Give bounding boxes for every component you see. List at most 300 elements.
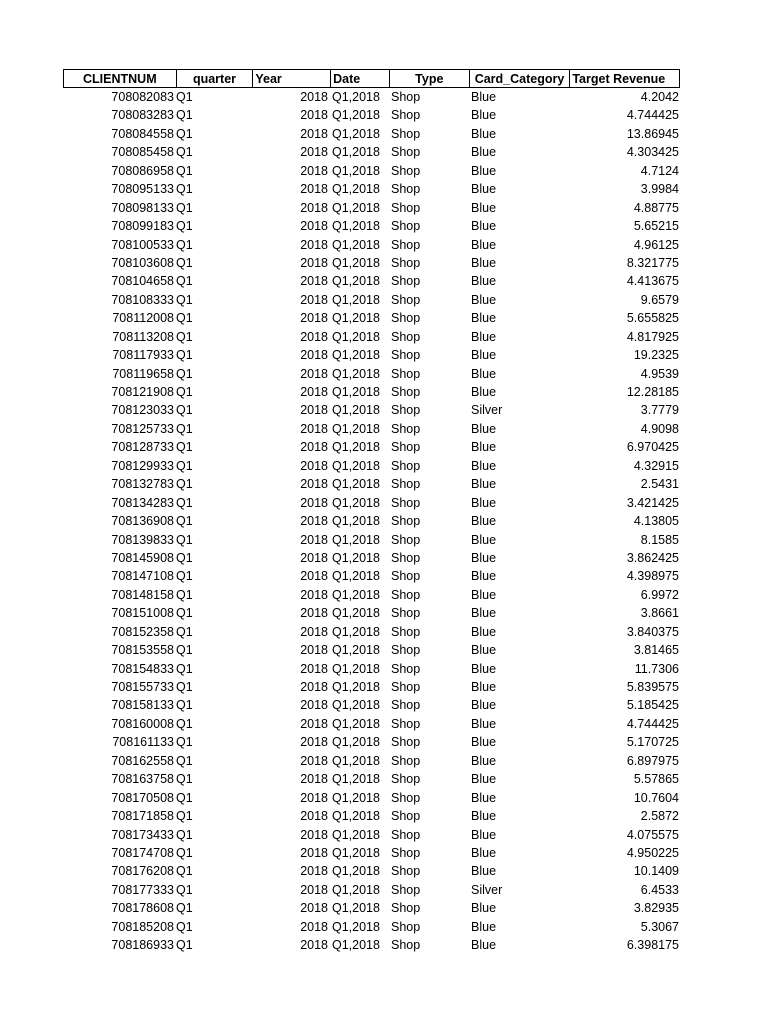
- table-row: [63, 438, 680, 456]
- cell-clientnum: 708084558: [111, 126, 174, 141]
- cell-quarter: Q1: [176, 348, 193, 363]
- cell-quarter: Q1: [176, 901, 193, 916]
- cell-card-category: Blue: [471, 587, 497, 602]
- cell-type: Shop: [391, 145, 421, 160]
- cell-clientnum: 708176208: [111, 864, 174, 879]
- cell-target-revenue: 4.96125: [633, 237, 679, 252]
- cell-year: 2018: [300, 311, 328, 326]
- cell-date: Q1,2018: [332, 845, 380, 860]
- cell-target-revenue: 4.9539: [640, 366, 679, 381]
- cell-card-category: Blue: [471, 219, 497, 234]
- cell-date: Q1,2018: [332, 255, 380, 270]
- table-row: [63, 604, 680, 622]
- cell-target-revenue: 3.82935: [633, 901, 679, 916]
- cell-target-revenue: 13.86945: [626, 126, 679, 141]
- cell-date: Q1,2018: [332, 458, 380, 473]
- cell-quarter: Q1: [176, 366, 193, 381]
- cell-date: Q1,2018: [332, 919, 380, 934]
- cell-year: 2018: [300, 440, 328, 455]
- cell-year: 2018: [300, 274, 328, 289]
- cell-quarter: Q1: [176, 163, 193, 178]
- cell-type: Shop: [391, 827, 421, 842]
- cell-clientnum: 708082083: [111, 90, 174, 104]
- cell-date: Q1,2018: [332, 550, 380, 565]
- cell-clientnum: 708113208: [112, 329, 174, 344]
- cell-quarter: Q1: [176, 219, 193, 234]
- cell-quarter: Q1: [176, 421, 193, 436]
- cell-date: Q1,2018: [332, 237, 380, 252]
- cell-clientnum: 708086958: [111, 163, 174, 178]
- cell-quarter: Q1: [176, 643, 193, 658]
- cell-year: 2018: [300, 587, 328, 602]
- table-row: [63, 217, 680, 235]
- table-row: [63, 862, 680, 880]
- table-row: [63, 180, 680, 198]
- cell-type: Shop: [391, 587, 421, 602]
- cell-target-revenue: 2.5872: [640, 809, 679, 824]
- cell-type: Shop: [391, 200, 421, 215]
- cell-card-category: Blue: [471, 550, 497, 565]
- cell-target-revenue: 4.744425: [626, 108, 679, 123]
- cell-card-category: Blue: [471, 698, 497, 713]
- cell-quarter: Q1: [176, 772, 193, 787]
- cell-target-revenue: 3.862425: [626, 550, 679, 565]
- table-row: [63, 678, 680, 696]
- cell-type: Shop: [391, 864, 421, 879]
- cell-target-revenue: 3.7779: [640, 403, 679, 418]
- cell-year: 2018: [300, 532, 328, 547]
- cell-year: 2018: [300, 569, 328, 584]
- cell-quarter: Q1: [176, 440, 193, 455]
- cell-clientnum: 708119658: [112, 366, 174, 381]
- cell-card-category: Blue: [471, 864, 497, 879]
- cell-quarter: Q1: [176, 698, 193, 713]
- cell-date: Q1,2018: [332, 680, 380, 694]
- cell-type: Shop: [391, 311, 421, 326]
- cell-clientnum: 708177333: [111, 882, 174, 897]
- cell-year: 2018: [300, 145, 328, 160]
- header-card-category: Card_Category: [469, 70, 570, 87]
- cell-clientnum: 708158133: [111, 698, 174, 713]
- cell-quarter: Q1: [176, 311, 193, 326]
- cell-type: Shop: [391, 274, 421, 289]
- cell-year: 2018: [300, 753, 328, 768]
- cell-clientnum: 708117933: [112, 348, 174, 363]
- cell-year: 2018: [300, 108, 328, 123]
- cell-clientnum: 708100533: [111, 237, 174, 252]
- cell-date: Q1,2018: [332, 311, 380, 326]
- cell-year: 2018: [300, 385, 328, 399]
- header-type: Type: [389, 70, 469, 87]
- cell-type: Shop: [391, 366, 421, 381]
- cell-year: 2018: [300, 790, 328, 805]
- cell-clientnum: 708178608: [111, 901, 174, 916]
- cell-card-category: Blue: [471, 182, 497, 197]
- table-row: [63, 826, 680, 844]
- cell-target-revenue: 6.897975: [626, 753, 679, 768]
- cell-year: 2018: [300, 292, 328, 307]
- table-row: [63, 291, 680, 309]
- cell-card-category: Blue: [471, 643, 497, 658]
- cell-quarter: Q1: [176, 274, 193, 289]
- cell-target-revenue: 2.5431: [640, 477, 679, 492]
- cell-date: Q1,2018: [332, 569, 380, 584]
- header-row: [63, 69, 680, 88]
- table-row: [63, 733, 680, 751]
- cell-quarter: Q1: [176, 550, 193, 565]
- cell-type: Shop: [391, 237, 421, 252]
- cell-clientnum: 708104658: [111, 274, 174, 289]
- cell-year: 2018: [300, 864, 328, 879]
- cell-type: Shop: [391, 440, 421, 455]
- cell-card-category: Blue: [471, 716, 497, 731]
- table-row: [63, 494, 680, 512]
- cell-quarter: Q1: [176, 495, 193, 510]
- cell-target-revenue: 6.9972: [640, 587, 679, 602]
- table-row: [63, 475, 680, 493]
- cell-type: Shop: [391, 716, 421, 731]
- cell-date: Q1,2018: [332, 864, 380, 879]
- cell-type: Shop: [391, 495, 421, 510]
- cell-year: 2018: [300, 901, 328, 916]
- cell-year: 2018: [300, 772, 328, 787]
- cell-year: 2018: [300, 366, 328, 381]
- cell-date: Q1,2018: [332, 348, 380, 363]
- cell-quarter: Q1: [176, 385, 193, 399]
- cell-quarter: Q1: [176, 403, 193, 418]
- header-clientnum: CLIENTNUM: [83, 72, 157, 86]
- cell-clientnum: 708153558: [111, 643, 174, 658]
- table-row: [63, 143, 680, 161]
- cell-date: Q1,2018: [332, 145, 380, 160]
- cell-target-revenue: 4.9098: [640, 421, 679, 436]
- cell-card-category: Blue: [471, 919, 497, 934]
- cell-target-revenue: 4.7124: [640, 163, 679, 178]
- cell-clientnum: 708170508: [111, 790, 174, 805]
- cell-card-category: Blue: [471, 477, 497, 492]
- cell-date: Q1,2018: [332, 587, 380, 602]
- cell-target-revenue: 3.421425: [626, 495, 679, 510]
- cell-date: Q1,2018: [332, 753, 380, 768]
- table-row: [63, 660, 680, 678]
- table-row: [63, 383, 680, 401]
- cell-quarter: Q1: [176, 864, 193, 879]
- cell-clientnum: 708145908: [111, 550, 174, 565]
- cell-clientnum: 708155733: [111, 680, 174, 694]
- cell-type: Shop: [391, 845, 421, 860]
- cell-quarter: Q1: [176, 827, 193, 842]
- table-row: [63, 88, 680, 106]
- table-row: [63, 106, 680, 124]
- cell-card-category: Blue: [471, 200, 497, 215]
- cell-target-revenue: 6.970425: [626, 440, 679, 455]
- cell-quarter: Q1: [176, 237, 193, 252]
- cell-type: Shop: [391, 329, 421, 344]
- cell-card-category: Blue: [471, 827, 497, 842]
- cell-card-category: Blue: [471, 772, 497, 787]
- cell-card-category: Blue: [471, 938, 497, 953]
- cell-target-revenue: 10.1409: [633, 864, 679, 879]
- cell-card-category: Blue: [471, 126, 497, 141]
- spreadsheet-table: [63, 69, 680, 955]
- cell-year: 2018: [300, 403, 328, 418]
- cell-quarter: Q1: [176, 606, 193, 621]
- cell-card-category: Blue: [471, 329, 497, 344]
- cell-type: Shop: [391, 477, 421, 492]
- cell-quarter: Q1: [176, 255, 193, 270]
- table-row: [63, 346, 680, 364]
- table-row: [63, 272, 680, 290]
- cell-target-revenue: 4.32915: [633, 458, 679, 473]
- cell-year: 2018: [300, 182, 328, 197]
- cell-year: 2018: [300, 882, 328, 897]
- cell-quarter: Q1: [176, 108, 193, 123]
- cell-card-category: Blue: [471, 661, 497, 676]
- cell-year: 2018: [300, 624, 328, 639]
- cell-quarter: Q1: [176, 292, 193, 307]
- cell-clientnum: 708171858: [111, 809, 174, 824]
- cell-year: 2018: [300, 827, 328, 842]
- cell-card-category: Blue: [471, 163, 497, 178]
- cell-type: Shop: [391, 698, 421, 713]
- cell-clientnum: 708185208: [111, 919, 174, 934]
- cell-type: Shop: [391, 385, 421, 399]
- cell-quarter: Q1: [176, 477, 193, 492]
- cell-type: Shop: [391, 643, 421, 658]
- cell-target-revenue: 5.655825: [626, 311, 679, 326]
- cell-target-revenue: 6.4533: [640, 882, 679, 897]
- cell-year: 2018: [300, 716, 328, 731]
- cell-type: Shop: [391, 606, 421, 621]
- cell-type: Shop: [391, 348, 421, 363]
- cell-quarter: Q1: [176, 680, 193, 694]
- cell-clientnum: 708085458: [111, 145, 174, 160]
- cell-quarter: Q1: [176, 661, 193, 676]
- cell-clientnum: 708083283: [111, 108, 174, 123]
- cell-quarter: Q1: [176, 735, 193, 750]
- cell-card-category: Blue: [471, 845, 497, 860]
- cell-clientnum: 708112008: [112, 311, 174, 326]
- cell-target-revenue: 4.817925: [626, 329, 679, 344]
- cell-card-category: Blue: [471, 458, 497, 473]
- cell-date: Q1,2018: [332, 514, 380, 529]
- table-row: [63, 715, 680, 733]
- cell-clientnum: 708160008: [111, 716, 174, 731]
- cell-type: Shop: [391, 292, 421, 307]
- cell-quarter: Q1: [176, 716, 193, 731]
- cell-date: Q1,2018: [332, 827, 380, 842]
- table-row: [63, 512, 680, 530]
- cell-type: Shop: [391, 790, 421, 805]
- cell-type: Shop: [391, 735, 421, 750]
- cell-year: 2018: [300, 237, 328, 252]
- cell-quarter: Q1: [176, 882, 193, 897]
- cell-type: Shop: [391, 108, 421, 123]
- cell-quarter: Q1: [176, 790, 193, 805]
- cell-date: Q1,2018: [332, 274, 380, 289]
- cell-card-category: Blue: [471, 385, 497, 399]
- cell-card-category: Blue: [471, 90, 497, 104]
- cell-year: 2018: [300, 661, 328, 676]
- table-row: [63, 309, 680, 327]
- cell-year: 2018: [300, 495, 328, 510]
- cell-target-revenue: 3.9984: [640, 182, 679, 197]
- cell-card-category: Blue: [471, 292, 497, 307]
- cell-quarter: Q1: [176, 938, 193, 953]
- cell-date: Q1,2018: [332, 606, 380, 621]
- cell-clientnum: 708136908: [111, 514, 174, 529]
- cell-card-category: Blue: [471, 440, 497, 455]
- cell-year: 2018: [300, 845, 328, 860]
- cell-year: 2018: [300, 329, 328, 344]
- cell-date: Q1,2018: [332, 182, 380, 197]
- cell-date: Q1,2018: [332, 716, 380, 731]
- cell-type: Shop: [391, 569, 421, 584]
- cell-date: Q1,2018: [332, 901, 380, 916]
- cell-date: Q1,2018: [332, 643, 380, 658]
- cell-type: Shop: [391, 182, 421, 197]
- cell-date: Q1,2018: [332, 329, 380, 344]
- cell-type: Shop: [391, 938, 421, 953]
- table-row: [63, 125, 680, 143]
- table-row: [63, 567, 680, 585]
- cell-target-revenue: 5.3067: [640, 919, 679, 934]
- cell-type: Shop: [391, 809, 421, 824]
- cell-card-category: Blue: [471, 809, 497, 824]
- cell-clientnum: 708162558: [111, 753, 174, 768]
- cell-date: Q1,2018: [332, 532, 380, 547]
- cell-date: Q1,2018: [332, 421, 380, 436]
- cell-type: Shop: [391, 219, 421, 234]
- cell-date: Q1,2018: [332, 495, 380, 510]
- cell-clientnum: 708103608: [111, 255, 174, 270]
- cell-quarter: Q1: [176, 587, 193, 602]
- cell-date: Q1,2018: [332, 200, 380, 215]
- cell-date: Q1,2018: [332, 809, 380, 824]
- cell-type: Shop: [391, 624, 421, 639]
- cell-type: Shop: [391, 661, 421, 676]
- cell-card-category: Blue: [471, 753, 497, 768]
- cell-quarter: Q1: [176, 200, 193, 215]
- cell-target-revenue: 10.7604: [633, 790, 679, 805]
- cell-clientnum: 708147108: [111, 569, 174, 584]
- cell-card-category: Silver: [471, 403, 503, 418]
- table-row: [63, 328, 680, 346]
- cell-quarter: Q1: [176, 569, 193, 584]
- cell-date: Q1,2018: [332, 385, 380, 399]
- table-row: [63, 531, 680, 549]
- cell-date: Q1,2018: [332, 624, 380, 639]
- table-row: [63, 549, 680, 567]
- cell-type: Shop: [391, 882, 421, 897]
- cell-quarter: Q1: [176, 845, 193, 860]
- cell-card-category: Silver: [471, 882, 503, 897]
- cell-quarter: Q1: [176, 532, 193, 547]
- table-row: [63, 586, 680, 604]
- table-row: [63, 623, 680, 641]
- cell-card-category: Blue: [471, 348, 497, 363]
- cell-quarter: Q1: [176, 145, 193, 160]
- cell-type: Shop: [391, 421, 421, 436]
- cell-year: 2018: [300, 938, 328, 953]
- cell-clientnum: 708108333: [111, 292, 174, 307]
- cell-date: Q1,2018: [332, 477, 380, 492]
- cell-clientnum: 708125733: [111, 421, 174, 436]
- cell-year: 2018: [300, 90, 328, 104]
- cell-date: Q1,2018: [332, 366, 380, 381]
- cell-quarter: Q1: [176, 329, 193, 344]
- cell-type: Shop: [391, 255, 421, 270]
- cell-type: Shop: [391, 514, 421, 529]
- table-row: [63, 236, 680, 254]
- table-row: [63, 918, 680, 936]
- cell-clientnum: 708186933: [111, 938, 174, 953]
- cell-card-category: Blue: [471, 421, 497, 436]
- cell-type: Shop: [391, 126, 421, 141]
- cell-clientnum: 708134283: [111, 495, 174, 510]
- cell-type: Shop: [391, 680, 421, 694]
- cell-card-category: Blue: [471, 735, 497, 750]
- cell-target-revenue: 5.65215: [633, 219, 679, 234]
- cell-year: 2018: [300, 458, 328, 473]
- cell-target-revenue: 3.81465: [633, 643, 679, 658]
- cell-target-revenue: 3.8661: [640, 606, 679, 621]
- cell-date: Q1,2018: [332, 108, 380, 123]
- cell-date: Q1,2018: [332, 292, 380, 307]
- table-row: [63, 254, 680, 272]
- cell-card-category: Blue: [471, 680, 497, 694]
- cell-card-category: Blue: [471, 495, 497, 510]
- cell-date: Q1,2018: [332, 772, 380, 787]
- cell-card-category: Blue: [471, 274, 497, 289]
- cell-year: 2018: [300, 514, 328, 529]
- cell-year: 2018: [300, 606, 328, 621]
- cell-date: Q1,2018: [332, 790, 380, 805]
- cell-type: Shop: [391, 403, 421, 418]
- cell-clientnum: 708123033: [111, 403, 174, 418]
- cell-year: 2018: [300, 919, 328, 934]
- cell-date: Q1,2018: [332, 661, 380, 676]
- cell-clientnum: 708173433: [111, 827, 174, 842]
- cell-target-revenue: 4.413675: [626, 274, 679, 289]
- table-row: [63, 807, 680, 825]
- header-target-revenue: Target Revenue: [569, 70, 679, 87]
- cell-year: 2018: [300, 735, 328, 750]
- cell-type: Shop: [391, 532, 421, 547]
- cell-target-revenue: 12.28185: [626, 385, 679, 399]
- cell-type: Shop: [391, 163, 421, 178]
- cell-type: Shop: [391, 458, 421, 473]
- cell-type: Shop: [391, 901, 421, 916]
- cell-clientnum: 708163758: [111, 772, 174, 787]
- header-date: Date: [330, 70, 389, 87]
- cell-target-revenue: 4.744425: [626, 716, 679, 731]
- cell-clientnum: 708148158: [111, 587, 174, 602]
- table-row: [63, 162, 680, 180]
- cell-date: Q1,2018: [332, 698, 380, 713]
- cell-quarter: Q1: [176, 90, 193, 104]
- cell-date: Q1,2018: [332, 938, 380, 953]
- cell-target-revenue: 4.2042: [640, 90, 679, 104]
- cell-year: 2018: [300, 421, 328, 436]
- cell-year: 2018: [300, 219, 328, 234]
- cell-target-revenue: 9.6579: [640, 292, 679, 307]
- cell-year: 2018: [300, 643, 328, 658]
- table-row: [63, 457, 680, 475]
- cell-target-revenue: 5.185425: [626, 698, 679, 713]
- cell-year: 2018: [300, 809, 328, 824]
- cell-card-category: Blue: [471, 366, 497, 381]
